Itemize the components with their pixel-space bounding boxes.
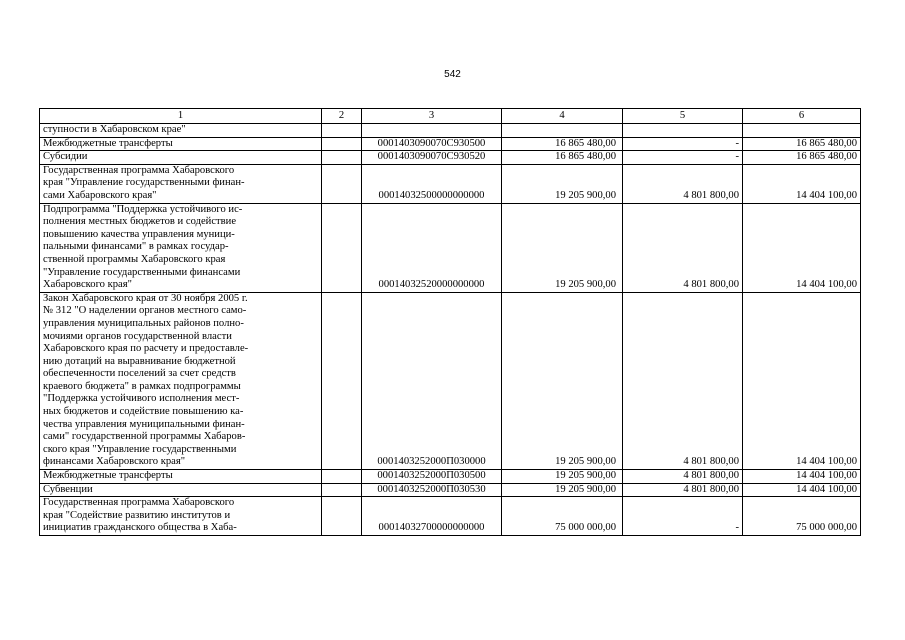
row-col2-cell [322,124,362,138]
row-name-line: полнения местных бюджетов и содействие [43,216,237,228]
row-col2-cell [322,203,362,292]
row-name-line: пальными финансами" в рамках государ- [43,241,229,253]
row-amount-total-cell: 19 205 900,00 [502,470,623,484]
row-name-line: обеспеченности поселений за счет средств [43,368,236,380]
row-amount-col5-cell: 4 801 800,00 [623,470,743,484]
row-amount-col6-cell: 14 404 100,00 [743,164,861,203]
row-code-cell: 00014032520000000000 [362,203,502,292]
row-col2-cell [322,137,362,151]
row-code-cell: 0001403090070С930500 [362,137,502,151]
row-amount-col6-cell: 16 865 480,00 [743,137,861,151]
row-name-line: "Поддержка устойчивого исполнения мест- [43,393,240,405]
row-amount-total-cell: 19 205 900,00 [502,292,623,469]
row-amount-total-cell: 19 205 900,00 [502,203,623,292]
column-header-1: 1 [40,109,322,124]
row-col2-cell [322,470,362,484]
row-name-line: Субсидии [43,151,88,163]
row-name-line: ственной программы Хабаровского края [43,253,226,265]
row-name-cell [40,151,322,165]
column-header-6: 6 [743,109,861,124]
row-name-line: Подпрограмма "Поддержка устойчивого ис- [43,203,243,215]
row-amount-col5-cell: - [623,497,743,536]
row-col2-cell [322,292,362,469]
row-name-line: чества управления муниципальными финан- [43,418,245,430]
row-name-line: Государственная программа Хабаровского [43,164,235,176]
row-name-line: сами" государственной программы Хабаров- [43,431,246,443]
row-name-line: ского края "Управление государственными [43,443,237,455]
row-amount-total-cell: 16 865 480,00 [502,151,623,165]
row-col2-cell [322,497,362,536]
row-name-line: сами Хабаровского края" [43,189,157,201]
column-header-4: 4 [502,109,623,124]
row-amount-col6-cell: 75 000 000,00 [743,497,861,536]
row-code-cell: 0001403252000П030500 [362,470,502,484]
row-amount-total-cell: 16 865 480,00 [502,137,623,151]
row-amount-col6-cell: 16 865 480,00 [743,151,861,165]
row-amount-col5-cell: 4 801 800,00 [623,203,743,292]
row-name-line: Закон Хабаровского края от 30 ноября 2005 г. [43,292,248,304]
column-header-3: 3 [362,109,502,124]
row-name-line: повышению качества управления муници- [43,228,235,240]
row-amount-col6-cell: 14 404 100,00 [743,470,861,484]
row-code-cell [362,124,502,138]
row-amount-col5-cell: 4 801 800,00 [623,164,743,203]
row-amount-col5-cell: 4 801 800,00 [623,292,743,469]
table-row [40,203,861,292]
row-name-cell [40,124,322,138]
row-col2-cell [322,151,362,165]
row-name-line: края "Содействие развитию институтов и [43,509,231,521]
row-name-line: инициатив гражданского общества в Хаба- [43,522,237,534]
page-number: 542 [444,69,461,80]
row-amount-col6-cell [743,124,861,138]
row-name-cell [40,483,322,497]
row-amount-total-cell: 19 205 900,00 [502,483,623,497]
row-name-line: Хабаровского края по расчету и предоставле- [43,343,249,355]
row-name-line: Межбюджетные трансферты [43,137,173,149]
row-amount-col5-cell [623,124,743,138]
row-name-line: мочиями органов государственной власти [43,330,232,342]
row-name-cell [40,164,322,203]
row-code-cell: 00014032500000000000 [362,164,502,203]
row-amount-total-cell [502,124,623,138]
table-row [40,151,861,165]
row-name-cell [40,203,322,292]
row-amount-col6-cell: 14 404 100,00 [743,483,861,497]
row-name-line: нию дотаций на выравнивание бюджетной [43,355,236,367]
row-amount-col5-cell: - [623,137,743,151]
row-code-cell: 0001403090070С930520 [362,151,502,165]
table-row [40,483,861,497]
row-name-line: Субвенции [43,483,93,495]
table-row [40,137,861,151]
row-name-line: управления муниципальных районов полно- [43,317,244,329]
row-name-line: ных бюджетов и содействие повышению ка- [43,406,244,418]
row-col2-cell [322,164,362,203]
table-row [40,164,861,203]
table-row [40,470,861,484]
row-amount-col5-cell: - [623,151,743,165]
row-name-line: Хабаровского края" [43,279,132,291]
row-name-cell [40,137,322,151]
row-name-line: № 312 "О наделении органов местного само- [43,305,247,317]
table-row [40,292,861,469]
row-name-line: ступности в Хабаровском крае" [43,124,186,135]
row-amount-col5-cell: 4 801 800,00 [623,483,743,497]
column-header-2: 2 [322,109,362,124]
row-name-line: финансами Хабаровского края" [43,456,186,468]
budget-table [39,108,861,536]
row-code-cell: 0001403252000П030000 [362,292,502,469]
row-col2-cell [322,483,362,497]
column-header-row [40,109,861,124]
row-name-line: краевого бюджета" в рамках подпрограммы [43,380,241,392]
table-row [40,497,861,536]
row-code-cell: 0001403252000П030530 [362,483,502,497]
row-amount-col6-cell: 14 404 100,00 [743,292,861,469]
row-amount-total-cell: 19 205 900,00 [502,164,623,203]
column-header-5: 5 [623,109,743,124]
row-name-cell [40,292,322,469]
row-amount-total-cell: 75 000 000,00 [502,497,623,536]
row-name-cell [40,470,322,484]
row-amount-col6-cell: 14 404 100,00 [743,203,861,292]
row-name-line: края "Управление государственными финан- [43,177,245,189]
row-name-line: Государственная программа Хабаровского [43,497,235,509]
table-row [40,124,861,138]
row-name-line: Межбюджетные трансферты [43,470,173,482]
row-name-line: "Управление государственными финансами [43,266,241,278]
row-code-cell: 00014032700000000000 [362,497,502,536]
row-name-cell [40,497,322,536]
